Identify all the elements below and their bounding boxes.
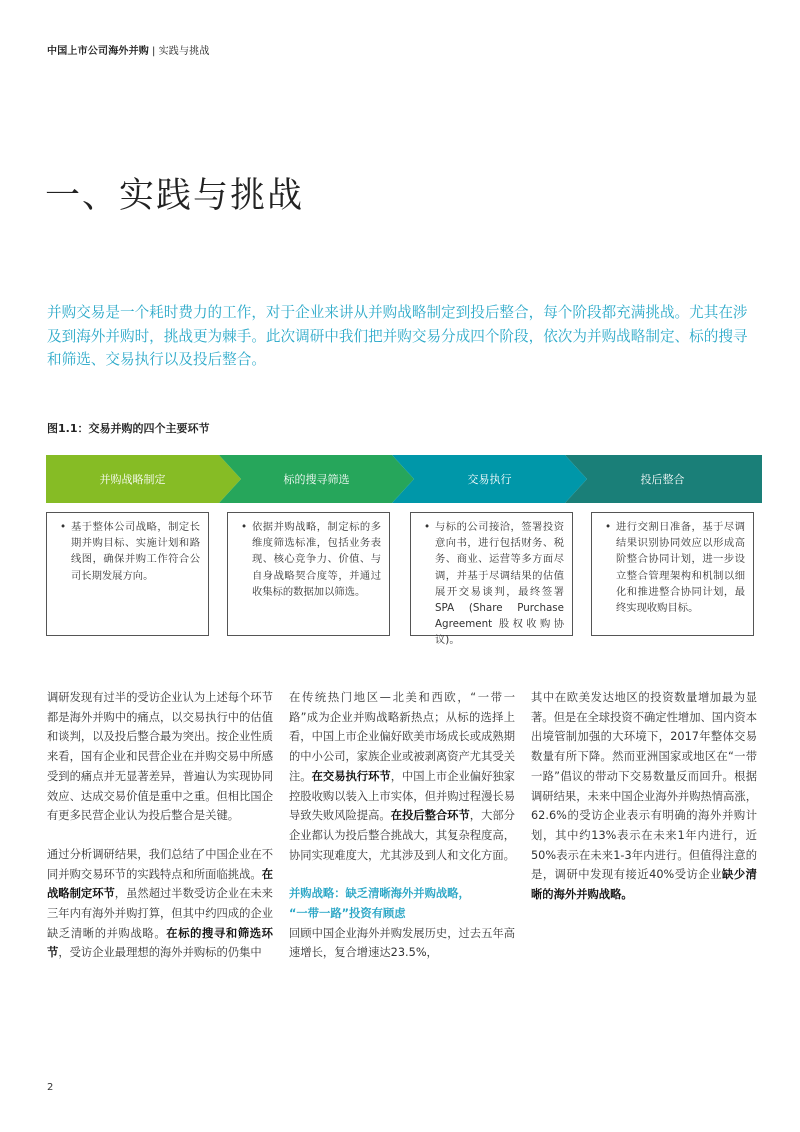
body-paragraph xyxy=(289,688,515,865)
intro-paragraph: 并购交易是一个耗时费力的工作，对于企业来讲从并购战略制定到投后整合，每个阶段都充满挑战。尤其在涉及到海外并购时，挑战更为棘手。此次调研中我们把并购交易分成四个阶段，依次为并购战略制定、标的搜寻和筛选、交易执行以及投后整合。 xyxy=(47,304,748,368)
text-run: ，虽然超过半数受访企业在未来三年内有海外并购打算，但其中约四成的企业缺乏清晰的并购战略。 xyxy=(47,887,273,940)
body-paragraph: 调研发现有过半的受访企业认为上述每个环节都是海外并购中的痛点，以交易执行中的估值和谈判，以及投后整合最为突出。按企业性质来看，国有企业和民营企业在并购交易中所感受到的痛点并无显著差异，普遍认为实现协同效应、达成交易价值是重中之重。但相比国企有更多民营企业认为投后整合是关键。 xyxy=(47,691,273,823)
stage-descriptions xyxy=(46,512,766,647)
stage-label-screening: 标的搜寻筛选 xyxy=(283,473,350,486)
body-paragraph xyxy=(531,688,757,905)
page-number: 2 xyxy=(47,1082,54,1093)
body-paragraph xyxy=(47,845,273,963)
subsection-heading-line: 并购战略：缺乏清晰海外并购战略， xyxy=(289,887,470,901)
body-column-1 xyxy=(47,688,273,982)
stage-box-integration xyxy=(591,512,754,636)
running-header xyxy=(47,42,210,57)
body-column-3 xyxy=(531,688,757,924)
subsection-heading xyxy=(289,884,515,923)
stage-box-screening xyxy=(227,512,390,636)
page-title: 一、实践与挑战 xyxy=(45,176,305,216)
body-paragraph: 回顾中国企业海外并购发展历史，过去五年高速增长，复合增速达23.5%， xyxy=(289,926,515,960)
stage-label-execution: 交易执行 xyxy=(467,473,512,486)
body-column-2 xyxy=(289,688,515,963)
bold-run: 缺少清晰的海外并购战略。 xyxy=(531,868,757,902)
stage-bullet: • 基于整体公司战略，制定长期并购目标、实施计划和路线图，确保并购工作符合公司长期发展方向。 xyxy=(71,519,200,584)
stage-label-strategy: 并购战略制定 xyxy=(99,473,166,486)
figure-caption: 图1.1：交易并购的四个主要环节 xyxy=(47,422,210,435)
bold-run: 在战略制定环节 xyxy=(47,867,273,901)
text-run: 在传统热门地区—北美和西欧，“一带一路”成为企业并购战略新热点；从标的选择上看，中国上市企业偏好欧美市场成长或成熟期的中小公司，家族企业或被剥离资产尤其受关注。 xyxy=(289,691,515,783)
bold-run: 在交易执行环节 xyxy=(311,769,391,783)
text-run: ，大部分企业都认为投后整合挑战大，其复杂程度高，协同实现难度大，尤其涉及到人和文化方面。 xyxy=(289,809,515,862)
process-chevrons xyxy=(46,455,762,503)
stage-box-execution xyxy=(410,512,573,647)
stage-bullet: • 进行交割日准备，基于尽调结果识别协同效应以形成高阶整合协同计划，进一步设立整合管理架构和机制以细化和推进整合协同计划，最终实现收购目标。 xyxy=(616,519,745,616)
text-run: 通过分析调研结果，我们总结了中国企业在不同并购交易环节的实践特点和所面临挑战。 xyxy=(47,847,273,881)
header-section: 实践与挑战 xyxy=(158,46,210,57)
stage-bullet: • 与标的公司接洽，签署投资意向书，进行包括财务、税务、商业、运营等多方面尽调，并基于尽调结果的估值展开交易谈判，最终签署SPA (Share Purchase Agreement 股权收购协议)。 xyxy=(435,519,564,649)
subsection-heading-line: “一带一路”投资有顾虑 xyxy=(289,907,406,921)
header-brand: 中国上市公司海外并购 xyxy=(47,46,149,57)
header-separator: | xyxy=(152,46,156,57)
stage-box-strategy xyxy=(46,512,209,636)
text-run: ，中国上市企业偏好独家控股收购以装入上市实体，但并购过程漫长易导致失败风险提高。 xyxy=(289,769,515,823)
stage-label-integration: 投后整合 xyxy=(640,473,685,486)
bold-run: 在投后整合环节 xyxy=(390,809,470,823)
bold-run: 在标的搜寻和筛选环节 xyxy=(47,926,273,960)
text-run: ，受访企业最理想的海外并购标的仍集中 xyxy=(58,946,262,960)
stage-bullet: • 依据并购战略，制定标的多维度筛选标准，包括业务表现、核心竞争力、价值、与自身战略契合度等，并通过收集标的数据加以筛选。 xyxy=(252,519,381,600)
text-run: 其中在欧美发达地区的投资数量增加最为显著。但是在全球投资不确定性增加、国内资本出境管制加强的大环境下，2017年整体交易数量有所下降。然而亚洲国家或地区在“一带一路”倡议的带动下交易数量反而回升。根据调研结果，未来中国企业海外并购热情高涨，62.6%的受访企业表示有明确的海外并购计划，其中约13%表示在未来1年内进行，近50%表示在未来1-3年内进行。但值得注意的是，调研中发现有接近40%受访企业 xyxy=(531,691,757,882)
